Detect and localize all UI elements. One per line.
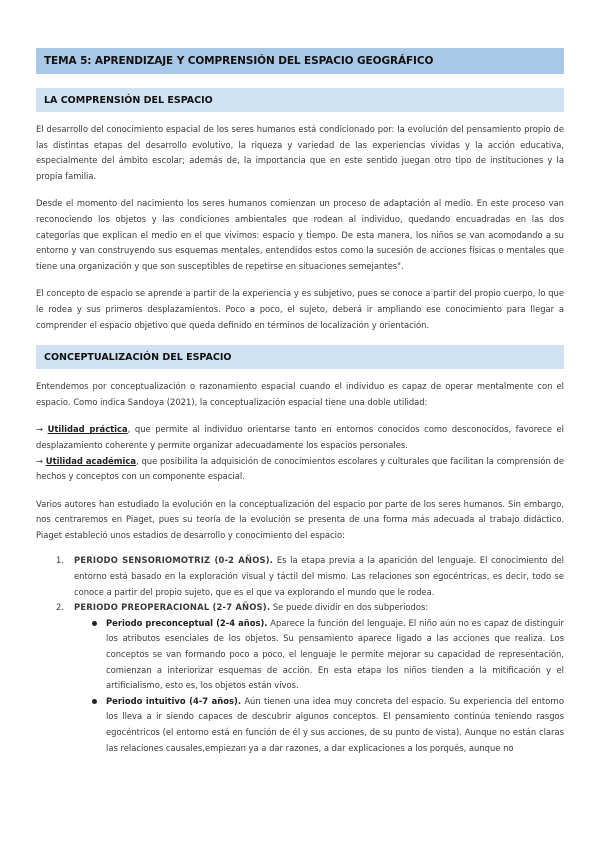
list-item: [36, 616, 564, 694]
section-heading-comprension: [36, 88, 564, 112]
paragraph: Entendemos por conceptualización o razonamiento espacial cuando el individuo es capaz de operar mentalmente con el espacio. Como indica Sandoya (2021), la conceptualización espacial tiene una doble utilidad:: [36, 381, 564, 407]
utility-practica: [36, 422, 564, 453]
list-number: 2.: [56, 602, 64, 613]
stage-label: PERIODO PREOPERACIONAL (2-7 AÑOS).: [74, 602, 271, 613]
subperiod-text: Aún tienen una idea muy concreta del espacio. Su experiencia del entorno los lleva a ir siendo capaces de descubrir algunos conceptos. El pensamiento continúa teniendo rasgos egocéntricos (el entorno está en función de él y sus acciones, de su punto de vista). Aunque no están claras las relaciones causales,empiezan ya a dar razones, a dar explicaciones a los porqués, aunque no: [106, 695, 564, 753]
piaget-stages-list: [36, 553, 564, 615]
section-heading-text: LA COMPRENSIÓN DEL ESPACIO: [44, 94, 213, 106]
paragraph: Varios autores han estudiado la evolución en la conceptualización del espacio por parte de los seres humanos. Sin embargo, nos centraremos en Piaget, pues su teoría de la evolución se presenta de una forma más adecuada al trabajo didáctico. Piaget estableció unos estadios de desarrollo y conocimiento del espacio:: [36, 498, 564, 540]
paragraph: Desde el momento del nacimiento los seres humanos comienzan un proceso de adaptación al medio. En este proceso van reconociendo los objetos y las condiciones ambientales que rodean al individuo, quedando encuadradas en las dos categorías que explican el medio en el que vivimos: espacio y tiempo. De esta manera, los niños se van acomodando a su entorno y van construyendo sus esquemas mentales, entendidos estos como la sucesión de acciones físicas o mentales que tiene una organización y que son susceptibles de repetirse en situaciones semejantes".: [36, 198, 564, 271]
stage-text: Se puede dividir en dos subperiodos:: [270, 602, 429, 613]
subperiod-label: Periodo intuitivo (4-7 años).: [106, 695, 242, 706]
document-title: TEMA 5: APRENDIZAJE Y COMPRENSIÓN DEL ESPACIO GEOGRÁFICO: [44, 55, 434, 67]
section-heading-conceptualizacion: [36, 345, 564, 369]
arrow-icon: →: [36, 424, 44, 435]
arrow-icon: →: [36, 455, 44, 466]
subperiod-label: Periodo preconceptual (2-4 años).: [106, 617, 268, 628]
list-item: [36, 600, 564, 616]
subperiod-text: Aparece la función del lenguaje. El niño aún no es capaz de distinguir los atributos esenciales de los objetos. Su pensamiento aparece ligado a las acciones que realiza. Los conceptos se van formando poco a poco, el lenguaje le permite mejorar su capacidad de representación, comienzan a interiorizar esquemas de acción. En esta etapa los niños tienden a la mitificación y el artificialismo, esto es, los objetos están vivos.: [106, 617, 564, 691]
list-item: [36, 553, 564, 600]
list-number: 1.: [56, 555, 64, 566]
bullet-icon: [92, 699, 97, 704]
bullet-icon: [92, 621, 97, 626]
stage-label: PERIODO SENSORIOMOTRIZ (0-2 AÑOS).: [74, 555, 274, 566]
paragraph: El desarrollo del conocimiento espacial de los seres humanos está condicionado por: la evolución del pensamiento propio de las distintas etapas del desarrollo evolutivo, la riqueza y variedad de las experiencias vividas y la acción educativa, especialmente del ámbito escolar; además de, la importancia que en este sentido juegan otro tipo de instituciones y la propia familia.: [36, 124, 564, 181]
document-page: [36, 48, 564, 756]
utility-term: Utilidad académica: [45, 455, 137, 466]
section-heading-text: CONCEPTUALIZACIÓN DEL ESPACIO: [44, 351, 232, 363]
utility-text: , que permite al individuo orientarse tanto en entornos conocidos como desconocidos, favorece el desplazamiento coherente y permite organizar adecuadamente los espacios personales.: [36, 424, 564, 450]
utility-academica: [36, 454, 564, 485]
list-item: [36, 694, 564, 756]
document-title-bar: [36, 48, 564, 74]
utility-text: , que posibilita la adquisición de conocimientos escolares y culturales que facilitan la comprensión de hechos y conceptos con un componente espacial.: [36, 455, 564, 482]
subperiod-list: [36, 616, 564, 756]
utility-term: Utilidad práctica: [47, 424, 128, 435]
paragraph: El concepto de espacio se aprende a partir de la experiencia y es subjetivo, pues se conoce a partir del propio cuerpo, lo que le rodea y sus primeros desplazamientos. Poco a poco, el sujeto, deberá ir ampliando ese conocimiento para llegar a comprender el espacio objetivo que queda definido en términos de localización y orientación.: [36, 288, 564, 330]
stage-text: Es la etapa previa a la aparición del lenguaje. El conocimiento del entorno está basado en la exploración visual y táctil del mismo. Las relaciones son egocéntricas, es decir, todo se conoce a partir del propio sujeto, que es el que va explorando el mundo que le rodea.: [74, 555, 564, 597]
